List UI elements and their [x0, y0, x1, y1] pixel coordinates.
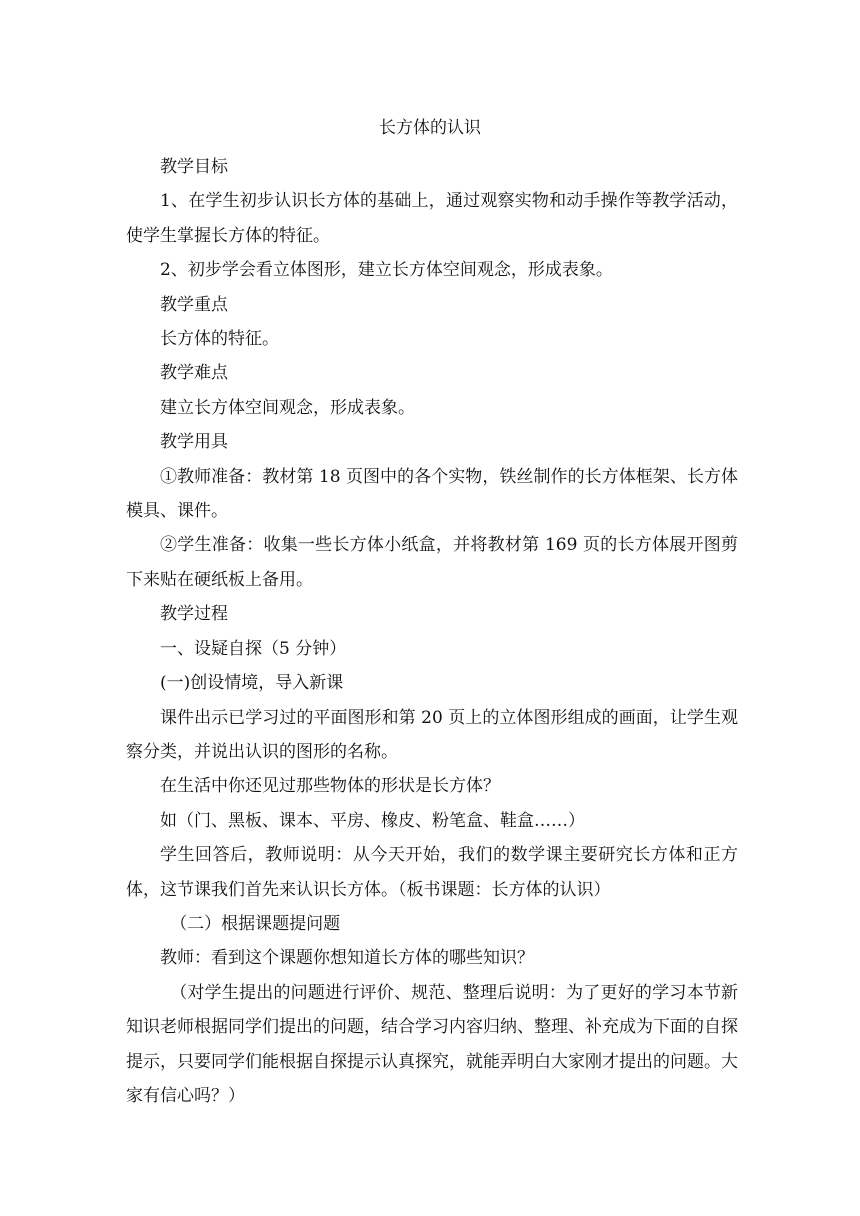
heading-materials: 教学用具 [160, 432, 228, 453]
materials-teacher: ①教师准备：教材第 18 页图中的各个实物，铁丝制作的长方体框架、长方体模具、课件。 [126, 466, 738, 522]
subsection-2-heading: （二）根据课题提问题 [170, 913, 341, 934]
heading-objectives: 教学目标 [160, 157, 228, 177]
heading-process: 教学过程 [160, 604, 228, 625]
paragraph-teacher-question: 教师：看到这个课题你想知道长方体的哪些知识？ [160, 948, 534, 969]
materials-student: ②学生准备：收集一些长方体小纸盒，并将教材第 169 页的长方体展开图剪下来贴在硬纸板上备用。 [126, 535, 738, 590]
heading-difficulty: 教学难点 [160, 363, 228, 384]
heading-key-point: 教学重点 [160, 294, 228, 315]
paragraph-question: 在生活中你还见过那些物体的形状是长方体？ [160, 776, 500, 797]
paragraph-evaluation: （对学生提出的问题进行评价、规范、整理后说明：为了更好的学习本节新知识老师根据同学们提出的问题，结合学习内容归纳、整理、补充成为下面的自探提示，只要同学们能根据自探提示认真探究，就能弄明白大家刚才提出的问题。大家有信心吗？） [126, 982, 738, 1106]
objective-1: 1、在学生初步认识长方体的基础上，通过观察实物和动手操作等教学活动，使学生掌握长方体的特征。 [126, 191, 738, 246]
paragraph-courseware: 课件出示已学习过的平面图形和第 20 页上的立体图形组成的画面，让学生观察分类，并说出认识的图形的名称。 [126, 707, 738, 762]
document-body [126, 150, 738, 1113]
key-point-text: 长方体的特征。 [160, 329, 279, 350]
document-title: 长方体的认识 [379, 118, 481, 138]
subsection-1-heading: (一)创设情境，导入新课 [160, 673, 344, 694]
section-1-heading: 一、设疑自探（5 分钟） [160, 638, 347, 659]
paragraph-examples: 如（门、黑板、课本、平房、橡皮、粉笔盒、鞋盒……） [160, 810, 585, 831]
difficulty-text: 建立长方体空间观念，形成表象。 [160, 397, 415, 418]
paragraph-teacher-explains: 学生回答后，教师说明：从今天开始，我们的数学课主要研究长方体和正方体，这节课我们首先来认识长方体。（板书课题：长方体的认识） [126, 845, 738, 900]
objective-2: 2、初步学会看立体图形，建立长方体空间观念，形成表象。 [160, 260, 613, 281]
